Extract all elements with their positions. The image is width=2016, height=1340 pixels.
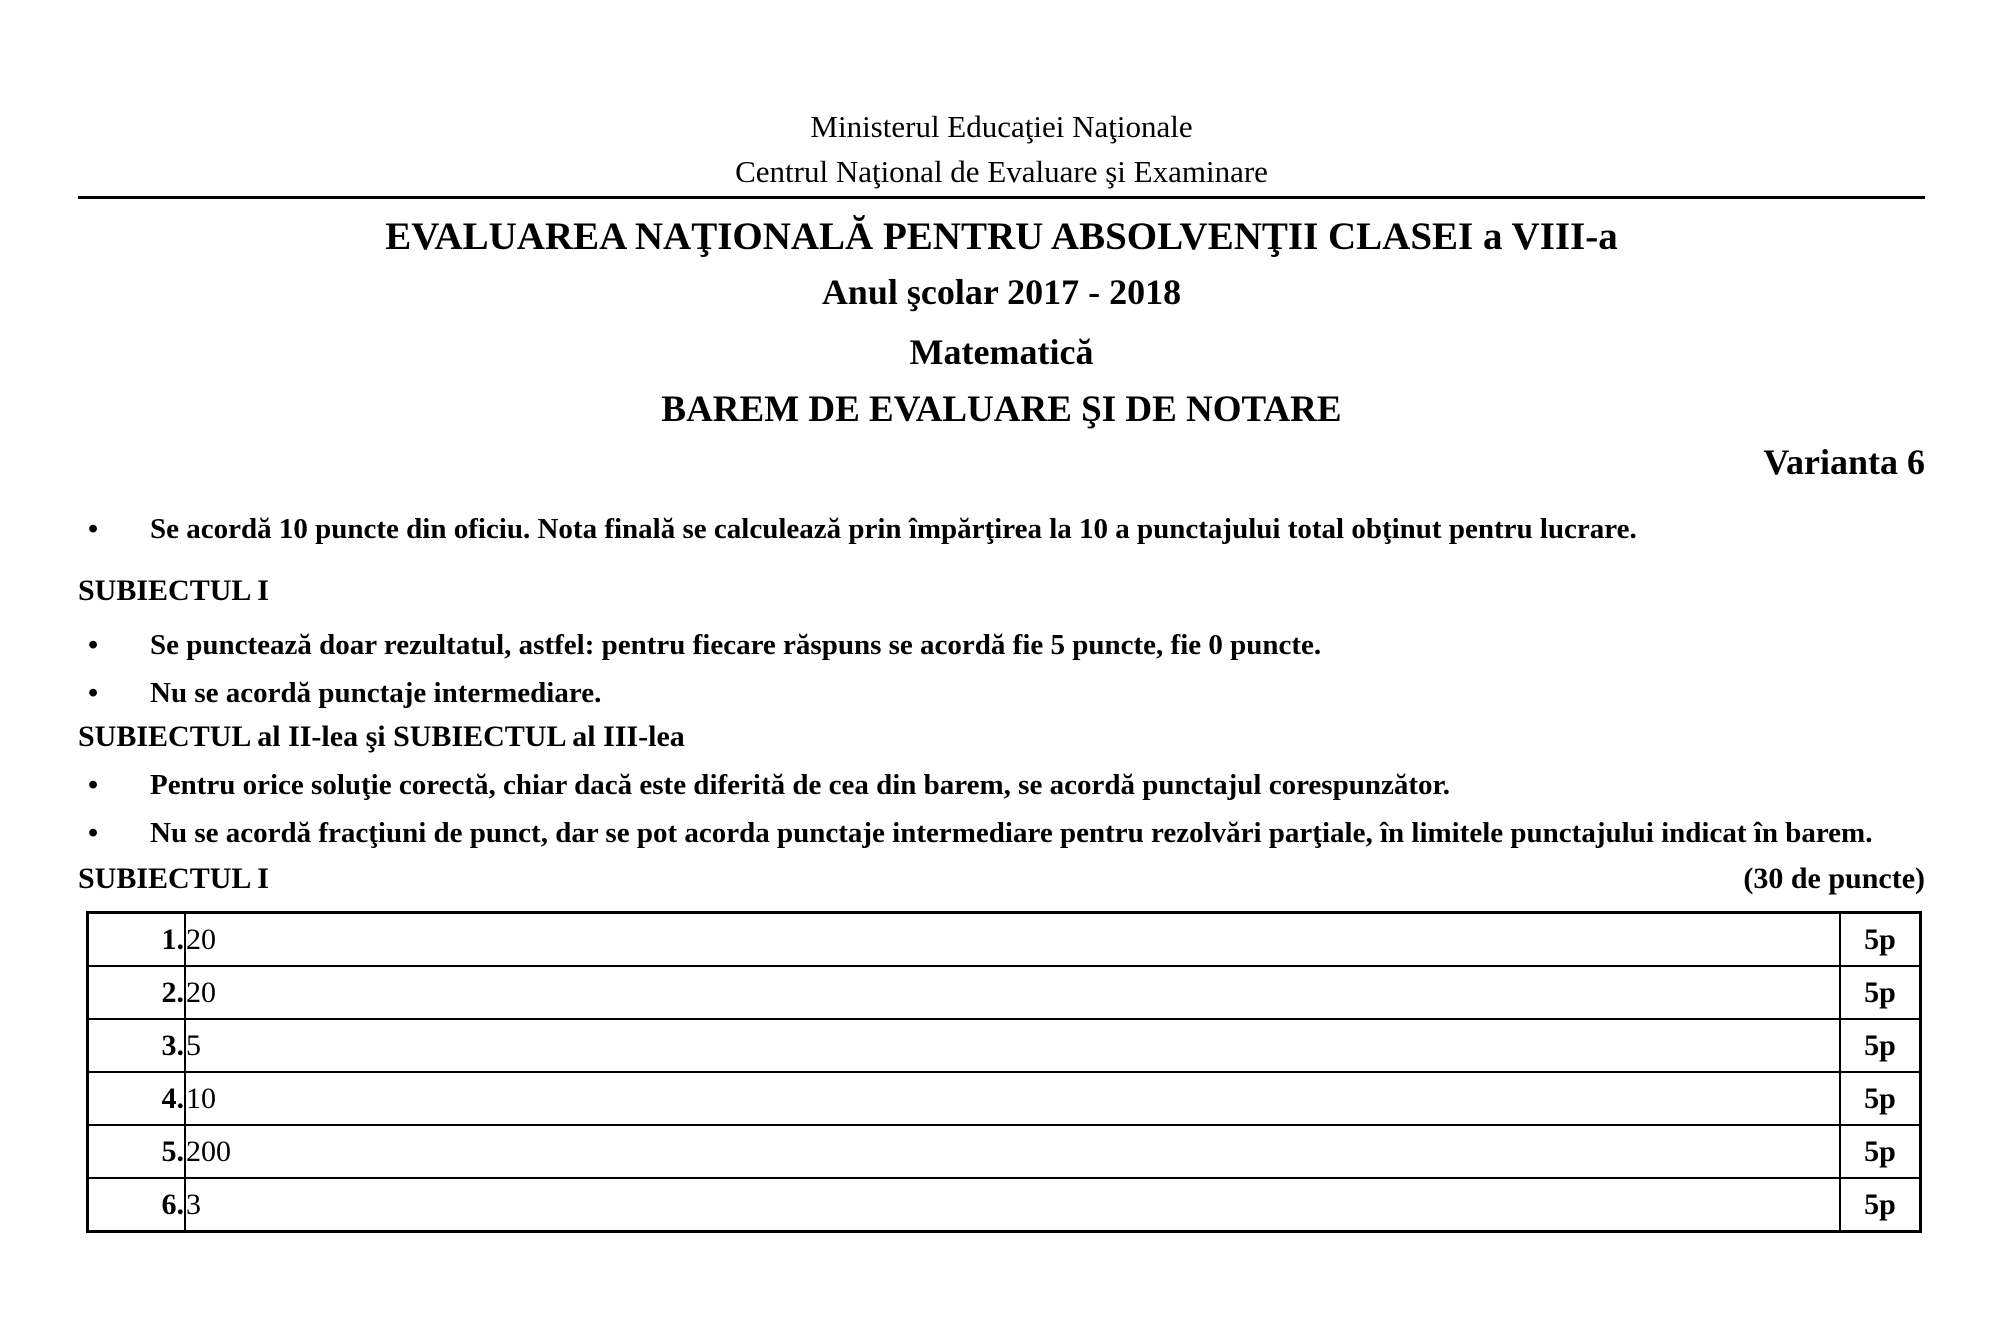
item-answer: 3	[185, 1178, 1840, 1232]
item-number: 3.	[88, 1019, 186, 1072]
item-answer: 200	[185, 1125, 1840, 1178]
subiectul-2-3-rule-1	[78, 761, 1925, 809]
table-row	[88, 966, 1921, 1019]
subiectul-1-rule-2	[78, 669, 1925, 717]
table-row	[88, 1019, 1921, 1072]
answers-section-points-total: (30 de puncte)	[1743, 862, 1925, 895]
section-heading-subiectul-1: SUBIECTUL I	[78, 574, 269, 607]
page-content	[0, 104, 2016, 1233]
subiectul-1-rule-1-text: Se punctează doar rezultatul, astfel: pentru fiecare răspuns se acordă fie 5 puncte, fie 0 puncte.	[150, 629, 1322, 661]
item-number: 2.	[88, 966, 186, 1019]
bullet-icon: •	[88, 677, 99, 709]
bullet-icon: •	[88, 513, 99, 545]
general-note-text: Se acordă 10 puncte din oficiu. Nota finală se calculează prin împărţirea la 10 a punctajului total obţinut pentru lucrare.	[150, 513, 1637, 545]
item-number: 6.	[88, 1178, 186, 1232]
item-number: 4.	[88, 1072, 186, 1125]
ministry-name: Ministerul Educaţiei Naţionale	[810, 109, 1193, 144]
subiectul-2-3-rule-2	[78, 809, 1925, 857]
variant-label: Varianta 6	[1763, 442, 1925, 482]
header-divider-line	[78, 196, 1925, 199]
item-answer: 20	[185, 966, 1840, 1019]
subject-name: Matematică	[909, 332, 1094, 372]
general-note-paragraph	[78, 505, 1925, 553]
item-points: 5p	[1840, 966, 1921, 1019]
item-points: 5p	[1840, 1019, 1921, 1072]
subiectul-2-3-rule-2-text: Nu se acordă fracţiuni de punct, dar se pot acorda punctaje intermediare pentru rezolvări parţiale, în limitele punctajului indicat în barem.	[150, 817, 1873, 849]
item-points: 5p	[1840, 1072, 1921, 1125]
subiectul-2-3-rule-1-text: Pentru orice soluţie corectă, chiar dacă este diferită de cea din barem, se acordă punctajul corespunzător.	[150, 769, 1450, 801]
answers-section-heading: SUBIECTUL I	[78, 862, 269, 895]
item-answer: 20	[185, 913, 1840, 967]
item-number: 1.	[88, 913, 186, 967]
bullet-icon: •	[88, 629, 99, 661]
item-answer: 5	[185, 1019, 1840, 1072]
table-row	[88, 1072, 1921, 1125]
item-answer: 10	[185, 1072, 1840, 1125]
answers-section-heading-row	[78, 859, 1925, 899]
evaluation-center-name: Centrul Naţional de Evaluare şi Examinare	[735, 154, 1268, 189]
table-row	[88, 913, 1921, 967]
answers-table	[86, 911, 1922, 1233]
bullet-icon: •	[88, 769, 99, 801]
table-row	[88, 1125, 1921, 1178]
exam-title: EVALUAREA NAŢIONALĂ PENTRU ABSOLVENŢII CLASEI a VIII-a	[385, 215, 1618, 258]
section-heading-subiectul-2-3: SUBIECTUL al II-lea şi SUBIECTUL al III-lea	[78, 720, 685, 753]
school-year: Anul şcolar 2017 - 2018	[821, 272, 1182, 312]
bullet-icon: •	[88, 817, 99, 849]
subiectul-1-rule-1	[78, 621, 1925, 669]
item-points: 5p	[1840, 1178, 1921, 1232]
document-header	[78, 104, 1925, 194]
subiectul-1-rule-2-text: Nu se acordă punctaje intermediare.	[150, 677, 602, 709]
table-row	[88, 1178, 1921, 1232]
item-number: 5.	[88, 1125, 186, 1178]
document-type-title: BAREM DE EVALUARE ŞI DE NOTARE	[661, 389, 1342, 430]
item-points: 5p	[1840, 1125, 1921, 1178]
item-points: 5p	[1840, 913, 1921, 967]
